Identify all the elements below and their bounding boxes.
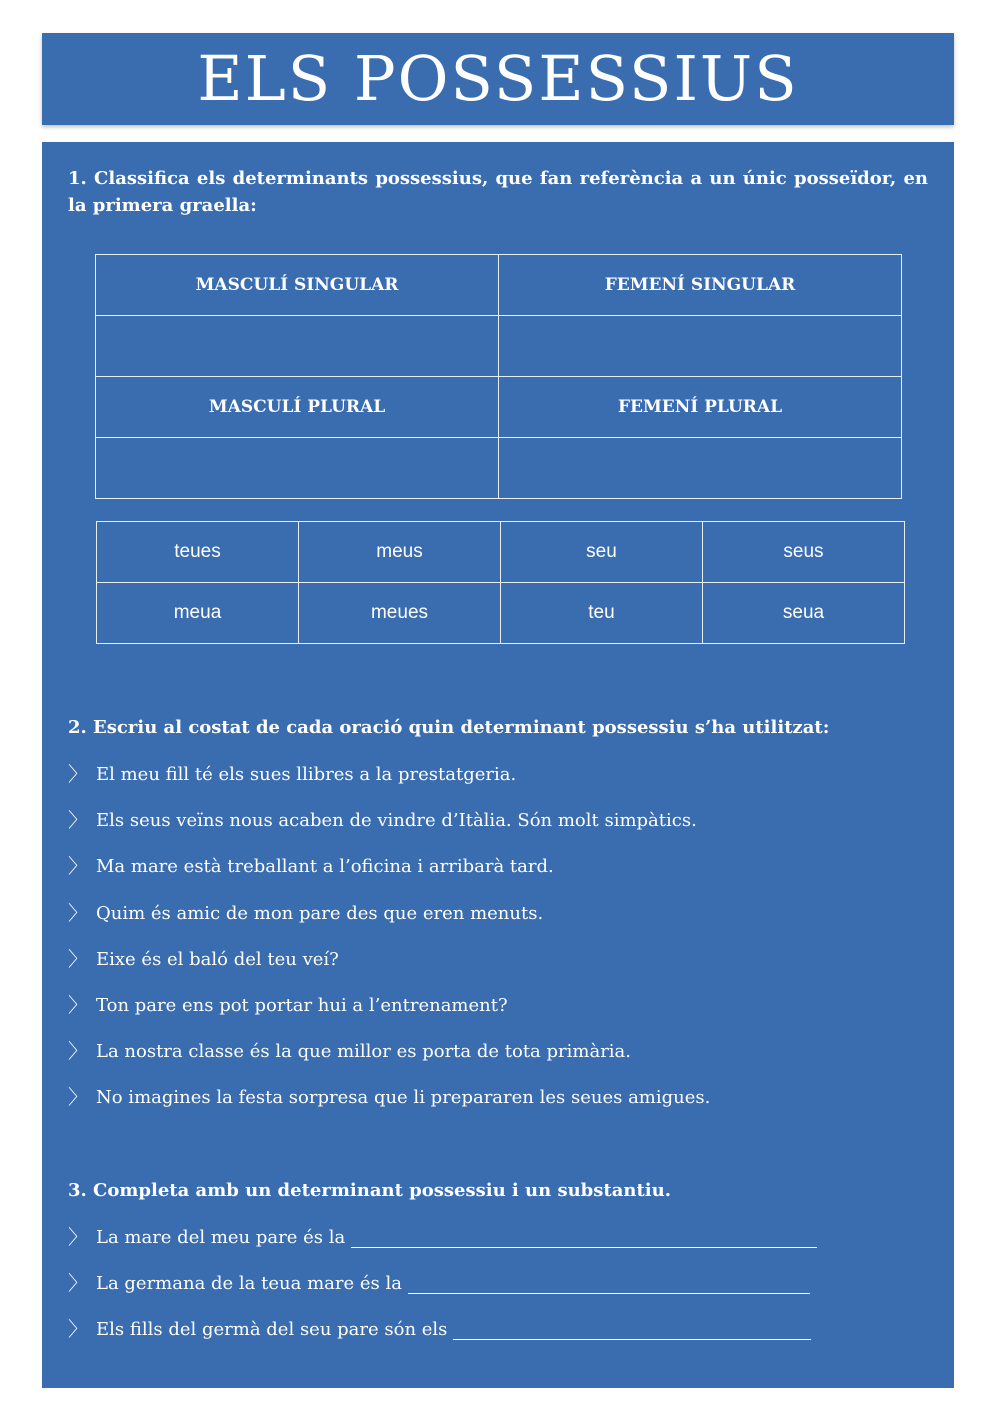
word-bank-item[interactable]: meus: [299, 522, 501, 583]
sentence-item: [68, 898, 543, 928]
chevron-right-icon: 〉: [68, 1317, 88, 1341]
sentence-item: [68, 1036, 631, 1066]
page-title: ELS POSSESSIUS: [197, 42, 799, 115]
word-bank-item[interactable]: teues: [97, 522, 299, 583]
masculine-plural-header: MASCULÍ PLURAL: [96, 377, 499, 438]
sentence-text: Els seus veïns nous acaben de vindre d’Itàlia. Són molt simpàtics.: [96, 809, 697, 831]
chevron-right-icon: 〉: [68, 947, 88, 971]
word-bank-item[interactable]: seua: [703, 583, 905, 644]
sentence-item: [68, 944, 339, 974]
word-bank-item[interactable]: seus: [703, 522, 905, 583]
sentence-item: [68, 1082, 710, 1112]
sentence-text: La nostra classe és la que millor es porta de tota primària.: [96, 1040, 632, 1062]
sentence-item: [68, 990, 508, 1020]
word-bank-grid: [96, 521, 905, 644]
title-banner: [42, 33, 954, 125]
classification-grid: [95, 254, 902, 499]
word-bank-item[interactable]: teu: [501, 583, 703, 644]
question-2-heading: 2. Escriu al costat de cada oració quin determinant possessiu s’ha utilitzat:: [68, 717, 830, 738]
sentence-text: Eixe és el baló del teu veí?: [96, 948, 339, 970]
feminine-singular-cell[interactable]: [499, 316, 902, 377]
completion-prompt: La mare del meu pare és la: [96, 1226, 346, 1248]
feminine-plural-cell[interactable]: [499, 438, 902, 499]
masculine-singular-header: MASCULÍ SINGULAR: [96, 255, 499, 316]
completion-item: [68, 1222, 817, 1252]
sentence-text: No imagines la festa sorpresa que li prepararen les seues amigues.: [96, 1086, 711, 1108]
answer-blank[interactable]: [408, 1273, 810, 1294]
sentence-text: Quim és amic de mon pare des que eren menuts.: [96, 902, 544, 924]
answer-blank[interactable]: [453, 1319, 811, 1340]
chevron-right-icon: 〉: [68, 1271, 88, 1295]
sentence-text: El meu fill té els sues llibres a la prestatgeria.: [96, 763, 517, 785]
chevron-right-icon: 〉: [68, 854, 88, 878]
completion-item: [68, 1268, 810, 1298]
chevron-right-icon: 〉: [68, 993, 88, 1017]
masculine-singular-cell[interactable]: [96, 316, 499, 377]
worksheet-panel: [42, 142, 954, 1388]
chevron-right-icon: 〉: [68, 1085, 88, 1109]
feminine-singular-header: FEMENÍ SINGULAR: [499, 255, 902, 316]
chevron-right-icon: 〉: [68, 1039, 88, 1063]
completion-prompt: La germana de la teua mare és la: [96, 1272, 402, 1294]
sentence-item: [68, 805, 697, 835]
question-3-heading: 3. Completa amb un determinant possessiu i un substantiu.: [68, 1180, 671, 1201]
sentence-item: [68, 851, 554, 881]
masculine-plural-cell[interactable]: [96, 438, 499, 499]
completion-prompt: Els fills del germà del seu pare són els: [96, 1318, 448, 1340]
sentence-item: [68, 759, 516, 789]
sentence-text: Ma mare està treballant a l’oficina i arribarà tard.: [96, 855, 554, 877]
word-bank-item[interactable]: meua: [97, 583, 299, 644]
chevron-right-icon: 〉: [68, 808, 88, 832]
answer-blank[interactable]: [351, 1227, 817, 1248]
word-bank-item[interactable]: meues: [299, 583, 501, 644]
chevron-right-icon: 〉: [68, 762, 88, 786]
chevron-right-icon: 〉: [68, 1225, 88, 1249]
completion-item: [68, 1314, 811, 1344]
sentence-text: Ton pare ens pot portar hui a l’entrenament?: [96, 994, 508, 1016]
word-bank-item[interactable]: seu: [501, 522, 703, 583]
chevron-right-icon: 〉: [68, 901, 88, 925]
feminine-plural-header: FEMENÍ PLURAL: [499, 377, 902, 438]
question-1-heading: 1. Classifica els determinants possessius, que fan referència a un únic posseïdor, en la primera graella:: [68, 168, 928, 216]
